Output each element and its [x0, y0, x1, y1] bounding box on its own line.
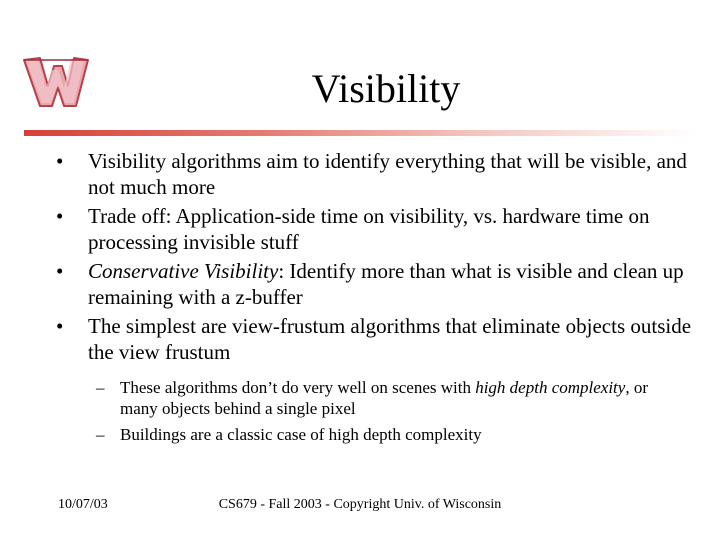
- sub-bullet-item: [96, 377, 676, 419]
- slide-title: Visibility: [311, 66, 461, 111]
- footer-copyright: CS679 - Fall 2003 - Copyright Univ. of Wisconsin: [218, 497, 502, 512]
- bullet-icon: •: [56, 204, 64, 228]
- bullet-icon: •: [56, 259, 64, 283]
- sub-bullet-emphasis: high depth complexity: [475, 378, 626, 397]
- footer-date: 10/07/03: [58, 497, 108, 512]
- wisconsin-w-logo-icon: [18, 46, 94, 122]
- bullet-item: [52, 203, 692, 255]
- bullet-emphasis: Conservative Visibility: [88, 259, 279, 283]
- bullet-list: [52, 148, 692, 368]
- bullet-item: [52, 313, 692, 365]
- title-divider: [24, 130, 696, 136]
- sub-bullet-text: , or many objects behind a single pixel: [120, 378, 648, 418]
- bullet-text: Visibility algorithms aim to identify everything that will be visible, and not much more: [88, 149, 687, 199]
- sub-bullet-item: [96, 424, 676, 445]
- dash-icon: –: [96, 378, 105, 397]
- bullet-icon: •: [56, 314, 64, 338]
- bullet-item: [52, 258, 692, 310]
- sub-bullet-text: These algorithms don’t do very well on scenes with: [120, 378, 476, 397]
- sub-bullet-list: [96, 377, 676, 450]
- bullet-text: : Identify more than what is visible and clean up remaining with a z-buffer: [88, 259, 684, 309]
- bullet-text: Trade off: Application-side time on visibility, vs. hardware time on processing invisible stuff: [88, 204, 650, 254]
- dash-icon: –: [96, 425, 105, 444]
- sub-bullet-text: Buildings are a classic case of high depth complexity: [120, 425, 482, 444]
- bullet-item: [52, 148, 692, 200]
- bullet-icon: •: [56, 149, 64, 173]
- bullet-text: The simplest are view-frustum algorithms that eliminate objects outside the view frustum: [88, 314, 692, 364]
